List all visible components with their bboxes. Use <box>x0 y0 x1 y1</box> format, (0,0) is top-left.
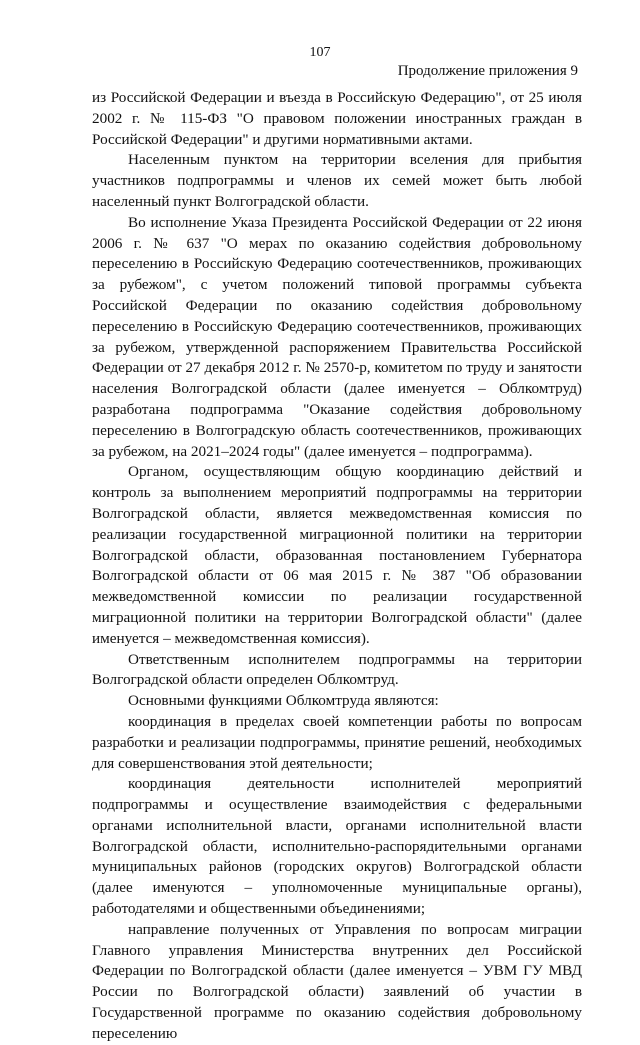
appendix-continuation-label: Продолжение приложения 9 <box>397 63 578 79</box>
paragraph: Ответственным исполнителем подпрограммы на территории Волгоградской области определен Облкомтруд. <box>92 650 582 689</box>
paragraph: Органом, осуществляющим общую координацию действий и контроль за выполнением мероприятий подпрограммы на территории Волгоградской области, является межведомственная комиссия по реализации государственной миграционной политики на территории Волгоградской области, образованная постановлением Губернатора Волгоградской области от 06 мая 2015 г. № 387 "Об образовании межведомственной комиссии по реализации государственной миграционной политики на территории Волгоградской области" (далее именуется – межведомственная комиссия). <box>92 463 582 647</box>
paragraph: координация в пределах своей компетенции работы по вопросам разработки и реализации подпрограммы, принятие решений, необходимых для совершенствования этой деятельности; <box>92 712 582 772</box>
document-body <box>92 88 582 1045</box>
paragraph: Основными функциями Облкомтруда являются: <box>128 692 439 710</box>
paragraph: из Российской Федерации и въезда в Российскую Федерацию", от 25 июля 2002 г. № 115-ФЗ "О правовом положении иностранных граждан в Российской Федерации" и другими нормативными актами. <box>92 89 582 148</box>
paragraph: Населенным пунктом на территории вселения для прибытия участников подпрограммы и членов их семей может быть любой населенный пункт Волгоградской области. <box>92 151 582 210</box>
paragraph: Во исполнение Указа Президента Российской Федерации от 22 июня 2006 г. № 637 "О мерах по оказанию содействия добровольному переселению в Российскую Федерацию соотечественников, проживающих за рубежом", с учетом положений типовой программы субъекта Российской Федерации по оказанию содействия добровольному переселению в Российскую Федерацию соотечественников, проживающих за рубежом, утвержденной распоряжением Правительства Российской Федерации от 27 декабря 2012 г. № 2570-р, комитетом по труду и занятости населения Волгоградской области (далее именуется – Облкомтруд) разработана подпрограмма "Оказание содействия добровольному переселению в Волгоградскую область соотечественников, проживающих за рубежом, на 2021–2024 годы" (далее именуется – подпрограмма). <box>92 213 582 460</box>
page-number: 107 <box>309 45 331 60</box>
paragraph: направление полученных от Управления по вопросам миграции Главного управления Министерства внутренних дел Российской Федерации по Волгоградской области (далее именуется – УВМ ГУ МВД России по Волгоградской области) заявлений об участии в Государственной программе по оказанию содействия добровольному переселению <box>92 920 582 1042</box>
paragraph: координация деятельности исполнителей мероприятий подпрограммы и осуществление взаимодействия с федеральными органами исполнительной власти, органами исполнительной власти Волгоградской области, исполнительно-распорядительными органами муниципальных районов (городских округов) Волгоградской области (далее именуются – уполномоченные муниципальные органы), работодателями и общественными объединениями; <box>92 775 582 918</box>
